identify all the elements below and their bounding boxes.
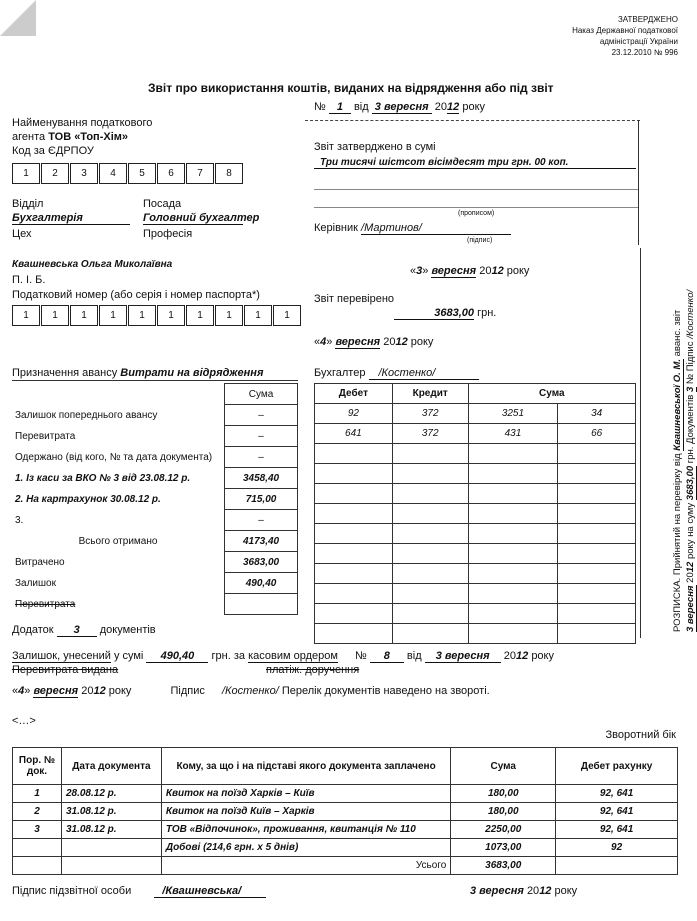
ledger-cell xyxy=(392,464,468,484)
ledger-cell xyxy=(558,524,636,544)
row-value: – xyxy=(225,405,298,426)
row-label: Одержано (від кого, № та дата документа) xyxy=(15,451,213,463)
year-word: року xyxy=(410,336,434,348)
ledger-cell xyxy=(468,544,558,564)
ledger-cell xyxy=(558,484,636,504)
taxno-digit: 1 xyxy=(186,305,214,326)
order-hint: платіж. доручення xyxy=(266,664,360,676)
head-line xyxy=(314,222,511,235)
ledger-cell xyxy=(558,624,636,644)
ledger-cell xyxy=(392,524,468,544)
head-sign: /Мартинов/ xyxy=(361,222,511,235)
blank-line xyxy=(314,207,638,208)
post-value: Головний бухгалтер xyxy=(143,212,260,224)
edrpou-digit: 4 xyxy=(99,163,127,184)
docs-cell: 3 xyxy=(13,821,62,839)
overrun-label: Перевитрата видана xyxy=(12,664,119,676)
ledger-cell xyxy=(315,464,393,484)
year-word: року xyxy=(108,685,132,697)
docs-cell: Квиток на поїзд Київ – Харків xyxy=(161,803,450,821)
table-row xyxy=(12,426,298,447)
quote-open: « xyxy=(410,265,417,277)
taxno-digit: 1 xyxy=(244,305,272,326)
table-row xyxy=(12,489,298,510)
year-a: 20 xyxy=(685,572,696,583)
table-cell xyxy=(12,384,225,405)
purpose-value: Витрати на відрядження xyxy=(120,367,264,379)
deposit-doc-type: касовим ордером xyxy=(248,650,338,662)
row-value: 715,00 xyxy=(225,489,298,510)
year-a: 20 xyxy=(503,650,516,662)
ledger-cell xyxy=(315,584,393,604)
ledger-header: Кредит xyxy=(392,384,468,404)
ledger-header: Сума xyxy=(468,384,635,404)
docs-cell: Квиток на поїзд Харків – Київ xyxy=(161,785,450,803)
table-row xyxy=(315,404,636,424)
approval-line: Наказ Державної податкової xyxy=(572,26,678,35)
receipt-tail: аванс. звіт xyxy=(672,309,683,357)
row-label: Витрачено xyxy=(15,556,65,568)
page-curl xyxy=(0,0,36,36)
attachment-count: 3 xyxy=(57,624,97,637)
table-row xyxy=(13,839,678,857)
receipt-label: РОЗПИСКА. Прийнятий на перевірку від xyxy=(672,453,683,632)
total-value: 3683,00 xyxy=(451,857,556,875)
accountant-label: Бухгалтер xyxy=(314,367,366,379)
head-label: Керівник xyxy=(314,222,358,234)
year-word: року xyxy=(554,885,578,897)
docs-cell: 92 xyxy=(556,839,678,857)
sum-header: Сума xyxy=(225,384,298,405)
ledger-cell xyxy=(315,444,393,464)
edrpou-digit: 5 xyxy=(128,163,156,184)
row-label: Всього отримано xyxy=(78,535,158,547)
year-a: 20 xyxy=(383,336,396,348)
agent-name: ТОВ «Топ-Хім» xyxy=(48,131,129,143)
ledger-cell xyxy=(558,564,636,584)
from-label: від xyxy=(353,101,369,113)
edrpou-digit: 7 xyxy=(186,163,214,184)
receipt-doc-count: 3 xyxy=(685,386,696,393)
table-row xyxy=(12,531,298,552)
dept-label: Відділ xyxy=(12,198,44,210)
ledger-cell xyxy=(392,624,468,644)
signoff-note: Перелік документів наведено на звороті. xyxy=(281,685,490,697)
row-value: – xyxy=(225,447,298,468)
deposit-date: 3 вересня xyxy=(425,650,501,663)
row-value xyxy=(225,594,298,615)
approved-label: Звіт затверджено в сумі xyxy=(314,141,436,153)
quote-open: « xyxy=(12,685,19,697)
total-label: Усього xyxy=(161,857,450,875)
attachment-docs: документів xyxy=(99,624,156,636)
pib-label: П. І. Б. xyxy=(12,274,46,286)
receipt-date: 3 вересня xyxy=(685,585,696,632)
table-row xyxy=(315,504,636,524)
ledger-cell xyxy=(558,584,636,604)
docs-cell: 92, 641 xyxy=(556,803,678,821)
footer-sign: /Квашневська/ xyxy=(154,885,266,898)
row-value: 4173,40 xyxy=(225,531,298,552)
receipt-border xyxy=(640,248,641,638)
taxno-digit: 1 xyxy=(128,305,156,326)
ledger-cell xyxy=(558,604,636,624)
receipt-name: Квашневської О. М. xyxy=(672,359,683,451)
ledger-cell xyxy=(468,564,558,584)
ledger-cell xyxy=(392,564,468,584)
date-month: вересня xyxy=(33,685,79,697)
table-row xyxy=(315,584,636,604)
table-row xyxy=(315,544,636,564)
date-day: 4 xyxy=(320,336,327,348)
attachment-line xyxy=(12,624,156,637)
deposit-curr: грн. за xyxy=(211,650,245,662)
docs-cell: 2 xyxy=(13,803,62,821)
approval-line: ЗАТВЕРДЖЕНО xyxy=(617,15,678,24)
table-row xyxy=(12,405,298,426)
year-word: року xyxy=(462,101,486,113)
year-b: 12 xyxy=(539,885,552,897)
ledger-cell xyxy=(315,544,393,564)
purpose-label: Призначення авансу xyxy=(12,367,118,379)
edrpou-digit: 6 xyxy=(157,163,185,184)
receipt-docs-label: грн. Документів xyxy=(685,394,696,464)
table-row xyxy=(315,524,636,544)
row-label: Перевитрата xyxy=(15,598,76,610)
ledger-cell: 372 xyxy=(392,424,468,444)
row-label: 3. xyxy=(15,514,24,526)
ledger-cell xyxy=(558,504,636,524)
table-row xyxy=(13,857,678,875)
docs-table xyxy=(12,747,678,875)
sign-label: Підпис xyxy=(170,685,205,697)
docs-cell: 1073,00 xyxy=(451,839,556,857)
sign-value: /Костенко/ xyxy=(221,685,279,697)
checked-label: Звіт перевірено xyxy=(314,293,395,305)
docs-header: Сума xyxy=(451,748,556,785)
year-prefix: 20 xyxy=(434,101,448,113)
receipt-sign: /Костенко/ xyxy=(685,289,696,339)
ledger-cell: 641 xyxy=(315,424,393,444)
table-row xyxy=(12,447,298,468)
year-a: 20 xyxy=(479,265,492,277)
dept-value: Бухгалтерія xyxy=(12,212,130,225)
agent-name-label: Найменування податкового xyxy=(12,117,153,129)
separator xyxy=(305,120,640,121)
year-a: 20 xyxy=(526,885,540,897)
accountant-sign: /Костенко/ xyxy=(369,367,479,380)
docs-cell xyxy=(556,857,678,875)
table-row xyxy=(315,604,636,624)
table-row xyxy=(12,594,298,615)
ledger-cell xyxy=(315,604,393,624)
table-row xyxy=(315,464,636,484)
approval-line: адміністрації України xyxy=(599,37,678,46)
receipt-sign-label: Підпис xyxy=(685,341,696,372)
ledger-cell xyxy=(468,604,558,624)
edrpou-label: Код за ЄДРПОУ xyxy=(12,145,94,157)
table-row xyxy=(12,468,298,489)
row-value: 3458,40 xyxy=(225,468,298,489)
receipt xyxy=(671,290,697,632)
currency: грн. xyxy=(477,307,497,319)
year-b: 12 xyxy=(491,265,504,277)
ledger-cell xyxy=(468,524,558,544)
docs-cell xyxy=(13,857,62,875)
row-label: Залишок xyxy=(15,577,56,589)
receipt-no-label: № xyxy=(685,373,696,385)
table-row xyxy=(315,444,636,464)
ledger-cell: 431 xyxy=(468,424,558,444)
docs-cell: 2250,00 xyxy=(451,821,556,839)
edrpou-digit: 1 xyxy=(12,163,40,184)
table-row xyxy=(12,552,298,573)
docs-cell xyxy=(13,839,62,857)
row-value: 490,40 xyxy=(225,573,298,594)
docs-header: Дебет рахунку xyxy=(556,748,678,785)
ledger-cell xyxy=(315,524,393,544)
ledger-cell xyxy=(468,464,558,484)
taxno-digit: 1 xyxy=(70,305,98,326)
receipt-amount: 3683,00 xyxy=(685,465,696,501)
checked-date xyxy=(314,336,433,348)
quote-close: » xyxy=(24,685,31,697)
edrpou-digit: 2 xyxy=(41,163,69,184)
accountant-line xyxy=(314,367,479,380)
quote-open: « xyxy=(314,336,321,348)
taxno-digit: 1 xyxy=(273,305,301,326)
approval-stamp xyxy=(572,14,678,58)
date-month: вересня xyxy=(335,336,381,348)
attachment-label: Додаток xyxy=(12,624,54,636)
checked-amount-line xyxy=(394,307,496,320)
taxno-code xyxy=(12,305,302,326)
ledger-cell: 372 xyxy=(392,404,468,424)
docs-header: Пор. № док. xyxy=(13,748,62,785)
blank-line xyxy=(314,189,638,190)
row-value: – xyxy=(225,510,298,531)
quote-close: » xyxy=(326,336,333,348)
taxno-digit: 1 xyxy=(99,305,127,326)
sign-hint: (підпис) xyxy=(467,237,493,244)
year-word: року xyxy=(506,265,530,277)
ledger-cell xyxy=(315,624,393,644)
ledger-cell xyxy=(468,624,558,644)
ledger-cell xyxy=(558,544,636,564)
deposit-no: 8 xyxy=(370,650,404,663)
separator xyxy=(638,120,639,245)
docs-cell: 31.08.12 р. xyxy=(61,803,161,821)
row-label: Перевитрата xyxy=(15,430,76,442)
edrpou-digit: 8 xyxy=(215,163,243,184)
deposit-from: від xyxy=(406,650,422,662)
shop-label: Цех xyxy=(12,228,32,240)
docs-cell: 180,00 xyxy=(451,785,556,803)
deposit-line xyxy=(12,650,554,663)
ledger-cell: 34 xyxy=(558,404,636,424)
row-value: 3683,00 xyxy=(225,552,298,573)
person-name: Квашневська Ольга Миколаївна xyxy=(12,259,173,270)
ledger-cell xyxy=(315,564,393,584)
ledger-cell xyxy=(392,484,468,504)
year-b: 12 xyxy=(516,650,529,662)
footer-sign-line xyxy=(12,885,266,898)
ledger-cell: 66 xyxy=(558,424,636,444)
deposit-label: Залишок, унесений xyxy=(12,650,111,662)
reverse-side-label: Зворотний бік xyxy=(605,729,676,741)
footer-date-line xyxy=(470,885,577,897)
footer-sign-label: Підпис підзвітної особи xyxy=(12,885,132,897)
docs-cell: 180,00 xyxy=(451,803,556,821)
row-value: – xyxy=(225,426,298,447)
no-label: № xyxy=(314,101,326,113)
table-row xyxy=(12,510,298,531)
ledger-header: Дебет xyxy=(315,384,393,404)
purpose-line xyxy=(12,367,263,379)
deposit-no-label: № xyxy=(354,650,367,662)
advance-table xyxy=(12,383,298,615)
deposit-amount: 490,40 xyxy=(146,650,208,663)
docs-cell xyxy=(61,839,161,857)
table-row xyxy=(315,564,636,584)
table-row xyxy=(315,624,636,644)
docs-cell: Добові (214,6 грн. х 5 днів) xyxy=(161,839,450,857)
table-row xyxy=(12,573,298,594)
table-row xyxy=(13,821,678,839)
table-row xyxy=(315,424,636,444)
table-row xyxy=(12,384,298,405)
agent-block xyxy=(12,116,152,158)
row-label: Залишок попереднього авансу xyxy=(15,409,158,421)
taxno-digit: 1 xyxy=(215,305,243,326)
docs-cell: ТОВ «Відпочинок», проживання, квитанція № 110 xyxy=(161,821,450,839)
ledger-table xyxy=(314,383,636,644)
date-day: 3 xyxy=(416,265,423,277)
year-b: 12 xyxy=(685,561,696,573)
year-word: року xyxy=(531,650,554,662)
signoff-line xyxy=(12,685,490,697)
ledger-cell xyxy=(468,484,558,504)
edrpou-digit: 3 xyxy=(70,163,98,184)
approved-date xyxy=(410,265,529,277)
report-date: 3 вересня xyxy=(372,101,432,114)
deposit-sum-label: у сумі xyxy=(113,650,144,662)
ledger-cell xyxy=(392,584,468,604)
ellipsis: <…> xyxy=(12,715,36,727)
docs-cell: 1 xyxy=(13,785,62,803)
separator xyxy=(12,380,298,381)
ledger-cell xyxy=(468,584,558,604)
agent-label: агента xyxy=(12,131,46,143)
docs-cell: 92, 641 xyxy=(556,821,678,839)
row-label: 2. На картрахунок 30.08.12 р. xyxy=(15,493,161,505)
ledger-cell xyxy=(392,504,468,524)
year-a: 20 xyxy=(81,685,94,697)
ledger-cell xyxy=(468,504,558,524)
table-row xyxy=(315,384,636,404)
date-day: 4 xyxy=(18,685,25,697)
ledger-cell xyxy=(558,444,636,464)
ledger-cell xyxy=(315,504,393,524)
table-row xyxy=(13,748,678,785)
ledger-cell: 3251 xyxy=(468,404,558,424)
post-label: Посада xyxy=(143,198,182,210)
edrpou-code xyxy=(12,163,244,184)
approved-amount-words: Три тисячі шістсот вісімдесят три грн. 00 коп. xyxy=(314,157,636,169)
receipt-sum-label: року на суму xyxy=(685,502,696,560)
table-row xyxy=(13,785,678,803)
taxno-label: Податковий номер (або серія і номер паспорта*) xyxy=(12,289,260,301)
ledger-cell xyxy=(558,464,636,484)
taxno-digit: 1 xyxy=(12,305,40,326)
ledger-cell xyxy=(468,444,558,464)
ledger-cell xyxy=(392,544,468,564)
ledger-cell xyxy=(315,484,393,504)
docs-header: Кому, за що і на підставі якого документа заплачено xyxy=(161,748,450,785)
year-suffix: 12 xyxy=(447,101,460,113)
date-month: вересня xyxy=(431,265,477,277)
docs-cell: 31.08.12 р. xyxy=(61,821,161,839)
docs-header: Дата документа xyxy=(61,748,161,785)
table-row xyxy=(13,803,678,821)
footer-date: 3 вересня xyxy=(470,885,524,897)
docs-cell: 92, 641 xyxy=(556,785,678,803)
year-b: 12 xyxy=(93,685,106,697)
year-b: 12 xyxy=(395,336,408,348)
row-label: 1. Із каси за ВКО № 3 від 23.08.12 р. xyxy=(15,472,191,484)
page-title: Звіт про використання коштів, виданих на відрядження або під звіт xyxy=(148,81,554,95)
docs-cell xyxy=(61,857,161,875)
docs-cell: 28.08.12 р. xyxy=(61,785,161,803)
approval-line: 23.12.2010 № 996 xyxy=(611,48,678,57)
report-number-line xyxy=(314,101,485,114)
in-words-hint: (прописом) xyxy=(458,210,495,217)
table-row xyxy=(315,484,636,504)
checked-amount: 3683,00 xyxy=(394,307,474,320)
ledger-cell xyxy=(392,444,468,464)
ledger-cell xyxy=(392,604,468,624)
profession-label: Професія xyxy=(143,228,193,240)
taxno-digit: 1 xyxy=(157,305,185,326)
report-no: 1 xyxy=(329,101,351,114)
taxno-digit: 1 xyxy=(41,305,69,326)
quote-close: » xyxy=(422,265,429,277)
ledger-cell: 92 xyxy=(315,404,393,424)
